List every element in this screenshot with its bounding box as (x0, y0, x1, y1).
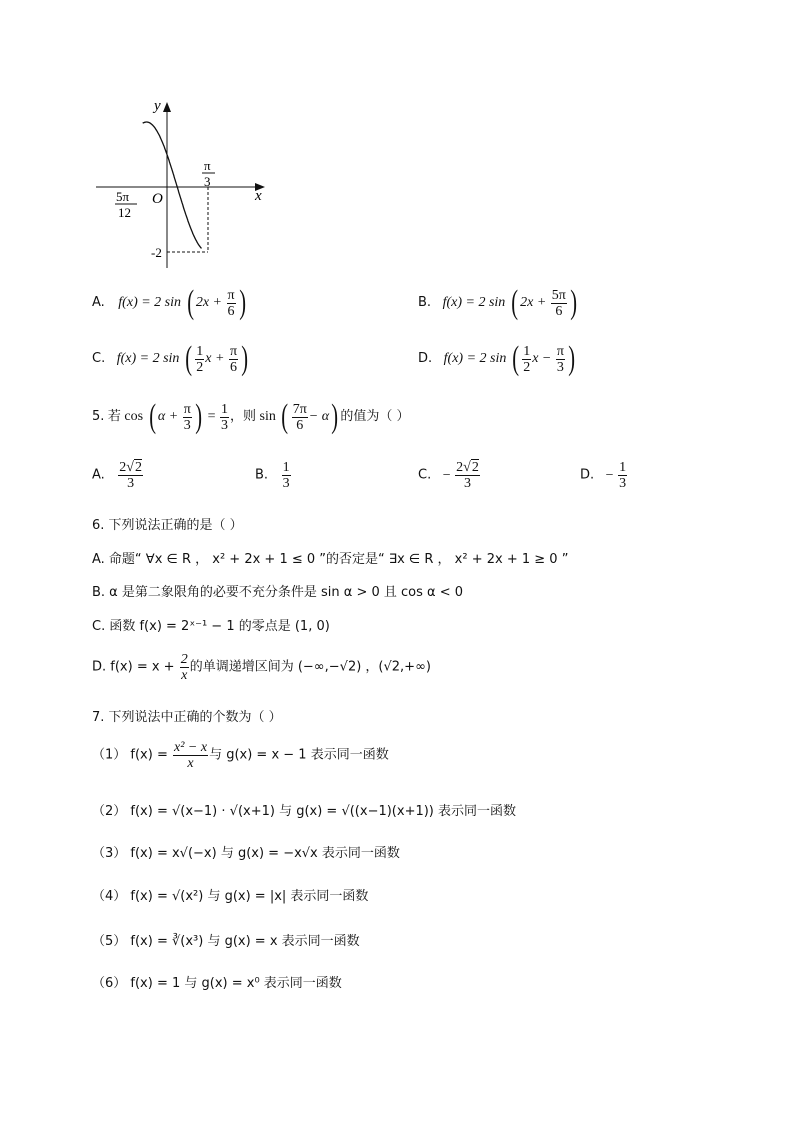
q6-option-b: B. α 是第二象限角的必要不充分条件是 sin α > 0 且 cos α < 0 (92, 585, 464, 600)
q5-stem (92, 400, 410, 434)
one-third (220, 402, 229, 433)
q5-option-a (92, 460, 144, 491)
func-lhs: f(x) = 2 sin (116, 351, 180, 367)
q5-option-b (255, 460, 292, 491)
frac-num: x² − x (173, 740, 208, 755)
cos-fn: cos (124, 409, 144, 425)
frac-den: 2 (523, 359, 531, 375)
frac-den: 3 (282, 476, 290, 491)
y-axis-arrow (163, 102, 171, 112)
right-paren: ) (195, 398, 202, 435)
fraction (551, 288, 567, 319)
minus-sign: − (442, 467, 451, 483)
sine-curve (143, 122, 202, 248)
inner-expr: 2x + (195, 295, 226, 311)
func-lhs: f(x) = 2 sin (118, 295, 182, 311)
frac-den: x (187, 756, 194, 771)
alpha-plus: α + (157, 409, 182, 425)
option-letter: D. (580, 467, 595, 483)
q4-option-a (92, 286, 248, 320)
frac-num: 1 (196, 343, 204, 359)
left-paren: ( (186, 284, 194, 321)
frac-num: π (183, 401, 191, 417)
q6-option-c: C. 函数 f(x) = 2ˣ⁻¹ − 1 的零点是 (1, 0) (92, 619, 330, 634)
half-fraction (522, 344, 531, 375)
left-paren: ( (511, 284, 518, 321)
q5-option-c (418, 460, 481, 491)
frac-den: 3 (183, 417, 191, 433)
pi-over-3 (183, 402, 192, 433)
frac-num: 1 (282, 460, 290, 475)
minus-alpha: − α (308, 409, 330, 425)
fraction (229, 344, 238, 375)
option-d-prefix: D. f(x) = x + (92, 659, 179, 675)
q7-item-1 (92, 740, 389, 771)
q5-tail: 的值为（ ） (340, 409, 410, 425)
ruo-text: 若 (107, 409, 121, 425)
option-letter: C. (418, 467, 432, 483)
radicand: 2 (134, 460, 142, 475)
coef: 2 (119, 460, 127, 475)
mid-expr: x + (205, 351, 228, 367)
frac-den: 3 (556, 359, 564, 375)
option-letter: B. (418, 295, 432, 311)
answer-fraction (618, 460, 627, 491)
frac-num: 7π (292, 401, 307, 417)
left-tick-num: 5π (116, 189, 130, 204)
option-letter: C. (92, 351, 106, 367)
left-paren: ( (281, 398, 289, 435)
q4-option-c (92, 342, 250, 376)
frac-den: 6 (229, 359, 237, 375)
right-paren: ) (241, 340, 249, 377)
left-tick-den: 12 (118, 205, 131, 220)
item-suffix: 与 g(x) = x − 1 表示同一函数 (209, 747, 389, 763)
frac-num: 2√2 (456, 460, 479, 475)
half-fraction (195, 344, 204, 375)
q7-item-6: （6） f(x) = 1 与 g(x) = x⁰ 表示同一函数 (92, 976, 342, 991)
frac-num: π (229, 343, 238, 359)
frac-num: 2√2 (119, 460, 142, 475)
sine-graph (0, 0, 794, 280)
seven-pi-over-6 (292, 402, 308, 433)
left-paren: ( (185, 340, 192, 377)
frac-num: 2 (180, 652, 188, 667)
q4-option-b (418, 286, 579, 320)
answer-fraction (455, 460, 480, 491)
frac-num: 1 (221, 401, 229, 417)
left-paren: ( (512, 340, 519, 377)
q6-option-a: A. 命题“ ∀x ∈ R ， x² + 2x + 1 ≤ 0 ”的否定是“ ∃x ∈ R ， x² + 2x + 1 ≥ 0 ” (92, 552, 569, 567)
q6-stem: 6. 下列说法正确的是（ ） (92, 518, 243, 533)
sin-fn: sin (259, 409, 276, 425)
answer-fraction (118, 460, 143, 491)
option-letter: A. (92, 295, 105, 311)
q7-item-2: （2） f(x) = √(x−1) · √(x+1) 与 g(x) = √((x−1)(x+1)) 表示同一函数 (92, 804, 517, 819)
item-prefix: （1） f(x) = (92, 747, 172, 763)
right-tick-den: 3 (204, 174, 211, 189)
item-fraction (173, 740, 208, 771)
inner-expr: 2x + (520, 295, 550, 311)
minus-sign: − (605, 467, 614, 483)
frac-num: π (227, 287, 235, 303)
q7-item-4: （4） f(x) = √(x²) 与 g(x) = |x| 表示同一函数 (92, 889, 369, 904)
option-letter: B. (255, 467, 269, 483)
two-over-x (180, 652, 189, 683)
q7-item-3: （3） f(x) = x√(−x) 与 g(x) = −x√x 表示同一函数 (92, 846, 400, 861)
q6-option-d (92, 652, 431, 683)
frac-den: 2 (196, 359, 204, 375)
fraction (227, 288, 236, 319)
frac-den: 6 (555, 303, 563, 319)
min-value-label: -2 (151, 245, 162, 260)
frac-den: 3 (619, 476, 627, 491)
option-d-suffix: 的单调递增区间为 (−∞,−√2) ，(√2,+∞) (189, 659, 431, 675)
frac-num: 1 (523, 343, 531, 359)
radicand: 2 (471, 460, 479, 475)
equals: = (207, 409, 216, 425)
right-tick-num: π (204, 158, 211, 173)
frac-den: 3 (127, 476, 135, 491)
func-lhs: f(x) = 2 sin (443, 351, 507, 367)
left-paren: ( (148, 398, 156, 435)
right-paren: ) (570, 284, 577, 321)
coef: 2 (456, 460, 464, 475)
frac-den: 6 (227, 303, 235, 319)
frac-num: π (556, 343, 564, 359)
q4-option-d (418, 342, 577, 376)
fraction (556, 344, 565, 375)
right-paren: ) (331, 398, 339, 435)
answer-fraction (282, 460, 291, 491)
frac-num: 1 (619, 460, 627, 475)
option-letter: D. (418, 351, 433, 367)
q5-option-d (580, 460, 628, 491)
q7-item-5: （5） f(x) = ∛(x³) 与 g(x) = x 表示同一函数 (92, 934, 360, 949)
right-paren: ) (238, 284, 246, 321)
question-number: 5. (92, 409, 105, 425)
q7-stem: 7. 下列说法中正确的个数为（ ） (92, 710, 282, 725)
option-letter: A. (92, 467, 105, 483)
frac-den: 3 (221, 417, 229, 433)
frac-den: 3 (463, 476, 471, 491)
func-lhs: f(x) = 2 sin (442, 295, 506, 311)
origin-label: O (152, 191, 163, 207)
right-paren: ) (568, 340, 576, 377)
frac-den: x (181, 668, 188, 683)
then-text: ，则 (230, 409, 257, 425)
frac-num: 5π (551, 287, 566, 303)
x-axis-label: x (255, 188, 262, 204)
frac-den: 6 (296, 417, 304, 433)
mid-expr: x − (532, 351, 555, 367)
y-axis-label: y (154, 98, 161, 114)
